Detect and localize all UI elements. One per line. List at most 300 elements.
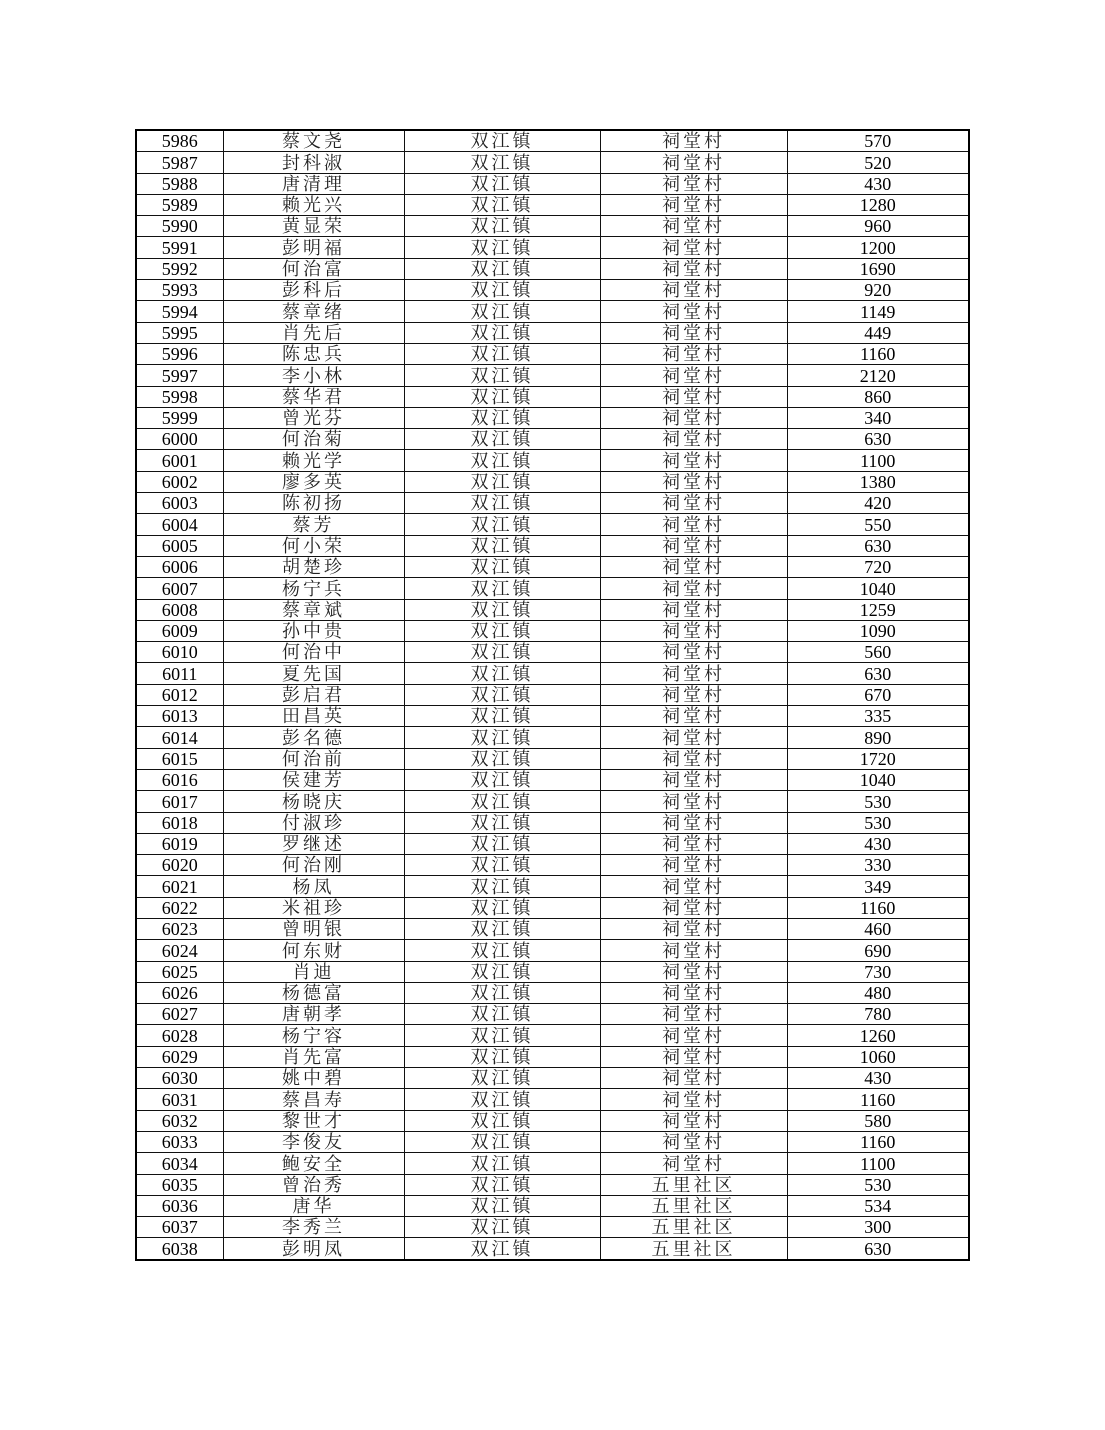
village-cell: 祠堂村 [600,1153,787,1174]
town-cell: 双江镇 [404,1153,600,1174]
name-cell: 蔡华君 [223,386,404,407]
amount-cell: 630 [787,535,969,556]
row-number-cell: 6031 [136,1089,223,1110]
village-cell: 祠堂村 [600,791,787,812]
town-cell: 双江镇 [404,216,600,237]
town-cell: 双江镇 [404,130,600,152]
town-cell: 双江镇 [404,407,600,428]
table-row [136,365,969,386]
row-number-cell: 6034 [136,1153,223,1174]
name-cell: 蔡文尧 [223,130,404,152]
table-row [136,1068,969,1089]
town-cell: 双江镇 [404,1131,600,1152]
village-cell: 祠堂村 [600,833,787,854]
table-row [136,769,969,790]
town-cell: 双江镇 [404,940,600,961]
village-cell: 祠堂村 [600,343,787,364]
village-cell: 祠堂村 [600,876,787,897]
row-number-cell: 5997 [136,365,223,386]
name-cell: 曾光芬 [223,407,404,428]
name-cell: 陈初扬 [223,493,404,514]
town-cell: 双江镇 [404,918,600,939]
row-number-cell: 6017 [136,791,223,812]
table-row [136,535,969,556]
name-cell: 姚中碧 [223,1068,404,1089]
amount-cell: 300 [787,1217,969,1238]
row-number-cell: 5994 [136,301,223,322]
town-cell: 双江镇 [404,450,600,471]
village-cell: 五里社区 [600,1174,787,1195]
town-cell: 双江镇 [404,365,600,386]
amount-cell: 330 [787,855,969,876]
town-cell: 双江镇 [404,1217,600,1238]
village-cell: 祠堂村 [600,918,787,939]
table-row [136,706,969,727]
name-cell: 陈忠兵 [223,343,404,364]
amount-cell: 430 [787,173,969,194]
name-cell: 何治前 [223,748,404,769]
name-cell: 鲍安全 [223,1153,404,1174]
row-number-cell: 6008 [136,599,223,620]
town-cell: 双江镇 [404,280,600,301]
amount-cell: 340 [787,407,969,428]
row-number-cell: 6020 [136,855,223,876]
village-cell: 祠堂村 [600,1131,787,1152]
name-cell: 何东财 [223,940,404,961]
amount-cell: 1040 [787,769,969,790]
village-cell: 五里社区 [600,1195,787,1216]
name-cell: 罗继述 [223,833,404,854]
amount-cell: 430 [787,1068,969,1089]
town-cell: 双江镇 [404,769,600,790]
table-row [136,1217,969,1238]
village-cell: 祠堂村 [600,1110,787,1131]
row-number-cell: 6013 [136,706,223,727]
name-cell: 彭名德 [223,727,404,748]
town-cell: 双江镇 [404,855,600,876]
amount-cell: 1040 [787,578,969,599]
table-row [136,1004,969,1025]
name-cell: 田昌英 [223,706,404,727]
row-number-cell: 5986 [136,130,223,152]
name-cell: 唐清理 [223,173,404,194]
town-cell: 双江镇 [404,429,600,450]
amount-cell: 1090 [787,620,969,641]
town-cell: 双江镇 [404,556,600,577]
name-cell: 曾明银 [223,918,404,939]
village-cell: 祠堂村 [600,1004,787,1025]
amount-cell: 534 [787,1195,969,1216]
row-number-cell: 5991 [136,237,223,258]
amount-cell: 920 [787,280,969,301]
row-number-cell: 5999 [136,407,223,428]
amount-cell: 1060 [787,1046,969,1067]
table-row [136,578,969,599]
name-cell: 李俊友 [223,1131,404,1152]
village-cell: 祠堂村 [600,535,787,556]
table-row [136,663,969,684]
table-row [136,897,969,918]
town-cell: 双江镇 [404,684,600,705]
town-cell: 双江镇 [404,706,600,727]
name-cell: 李秀兰 [223,1217,404,1238]
amount-cell: 2120 [787,365,969,386]
table-row [136,471,969,492]
village-cell: 祠堂村 [600,982,787,1003]
table-row [136,727,969,748]
table-row [136,130,969,152]
amount-cell: 780 [787,1004,969,1025]
row-number-cell: 5987 [136,152,223,173]
table-row [136,961,969,982]
table-row [136,833,969,854]
village-cell: 祠堂村 [600,748,787,769]
name-cell: 杨凤 [223,876,404,897]
name-cell: 杨晓庆 [223,791,404,812]
table-row [136,1110,969,1131]
town-cell: 双江镇 [404,152,600,173]
amount-cell: 530 [787,791,969,812]
name-cell: 赖光学 [223,450,404,471]
village-cell: 祠堂村 [600,620,787,641]
table-row [136,407,969,428]
village-cell: 祠堂村 [600,471,787,492]
name-cell: 杨德富 [223,982,404,1003]
town-cell: 双江镇 [404,493,600,514]
town-cell: 双江镇 [404,471,600,492]
village-cell: 五里社区 [600,1217,787,1238]
town-cell: 双江镇 [404,1238,600,1260]
row-number-cell: 6025 [136,961,223,982]
town-cell: 双江镇 [404,897,600,918]
village-cell: 祠堂村 [600,812,787,833]
town-cell: 双江镇 [404,322,600,343]
town-cell: 双江镇 [404,812,600,833]
table-row [136,280,969,301]
village-cell: 祠堂村 [600,855,787,876]
row-number-cell: 6010 [136,642,223,663]
row-number-cell: 6026 [136,982,223,1003]
row-number-cell: 6023 [136,918,223,939]
table-row [136,1046,969,1067]
town-cell: 双江镇 [404,237,600,258]
row-number-cell: 6027 [136,1004,223,1025]
name-cell: 赖光兴 [223,194,404,215]
village-cell: 祠堂村 [600,1068,787,1089]
row-number-cell: 6022 [136,897,223,918]
amount-cell: 550 [787,514,969,535]
roster-table-body [136,130,969,1260]
row-number-cell: 6011 [136,663,223,684]
table-row [136,1238,969,1260]
village-cell: 祠堂村 [600,386,787,407]
table-row [136,684,969,705]
town-cell: 双江镇 [404,1089,600,1110]
row-number-cell: 6004 [136,514,223,535]
town-cell: 双江镇 [404,620,600,641]
row-number-cell: 6012 [136,684,223,705]
table-row [136,216,969,237]
amount-cell: 630 [787,663,969,684]
row-number-cell: 6014 [136,727,223,748]
village-cell: 祠堂村 [600,237,787,258]
village-cell: 祠堂村 [600,407,787,428]
row-number-cell: 6016 [136,769,223,790]
table-row [136,812,969,833]
row-number-cell: 6009 [136,620,223,641]
village-cell: 祠堂村 [600,1046,787,1067]
name-cell: 黄显荣 [223,216,404,237]
row-number-cell: 6000 [136,429,223,450]
amount-cell: 1100 [787,1153,969,1174]
amount-cell: 460 [787,918,969,939]
name-cell: 彭科后 [223,280,404,301]
table-row [136,429,969,450]
amount-cell: 630 [787,1238,969,1260]
name-cell: 彭明福 [223,237,404,258]
village-cell: 五里社区 [600,1238,787,1260]
town-cell: 双江镇 [404,791,600,812]
table-row [136,514,969,535]
amount-cell: 480 [787,982,969,1003]
village-cell: 祠堂村 [600,450,787,471]
name-cell: 何治富 [223,258,404,279]
village-cell: 祠堂村 [600,556,787,577]
name-cell: 何治刚 [223,855,404,876]
name-cell: 米祖珍 [223,897,404,918]
village-cell: 祠堂村 [600,280,787,301]
town-cell: 双江镇 [404,578,600,599]
village-cell: 祠堂村 [600,961,787,982]
amount-cell: 720 [787,556,969,577]
town-cell: 双江镇 [404,982,600,1003]
town-cell: 双江镇 [404,748,600,769]
row-number-cell: 6019 [136,833,223,854]
amount-cell: 1259 [787,599,969,620]
amount-cell: 1690 [787,258,969,279]
amount-cell: 1280 [787,194,969,215]
name-cell: 孙中贵 [223,620,404,641]
village-cell: 祠堂村 [600,194,787,215]
row-number-cell: 5989 [136,194,223,215]
village-cell: 祠堂村 [600,769,787,790]
table-row [136,940,969,961]
name-cell: 何治中 [223,642,404,663]
name-cell: 胡楚珍 [223,556,404,577]
village-cell: 祠堂村 [600,514,787,535]
name-cell: 付淑珍 [223,812,404,833]
town-cell: 双江镇 [404,833,600,854]
table-row [136,258,969,279]
town-cell: 双江镇 [404,876,600,897]
amount-cell: 960 [787,216,969,237]
name-cell: 肖先富 [223,1046,404,1067]
row-number-cell: 6029 [136,1046,223,1067]
table-row [136,556,969,577]
name-cell: 廖多英 [223,471,404,492]
table-row [136,791,969,812]
row-number-cell: 5990 [136,216,223,237]
row-number-cell: 5995 [136,322,223,343]
row-number-cell: 6028 [136,1025,223,1046]
amount-cell: 1160 [787,343,969,364]
town-cell: 双江镇 [404,727,600,748]
row-number-cell: 6002 [136,471,223,492]
town-cell: 双江镇 [404,961,600,982]
row-number-cell: 6021 [136,876,223,897]
village-cell: 祠堂村 [600,940,787,961]
table-row [136,1153,969,1174]
row-number-cell: 5988 [136,173,223,194]
town-cell: 双江镇 [404,386,600,407]
name-cell: 黎世才 [223,1110,404,1131]
name-cell: 蔡章斌 [223,599,404,620]
town-cell: 双江镇 [404,194,600,215]
town-cell: 双江镇 [404,1004,600,1025]
name-cell: 杨宁兵 [223,578,404,599]
name-cell: 蔡芳 [223,514,404,535]
town-cell: 双江镇 [404,1110,600,1131]
row-number-cell: 6005 [136,535,223,556]
name-cell: 夏先国 [223,663,404,684]
row-number-cell: 6007 [136,578,223,599]
table-row [136,1195,969,1216]
table-row [136,237,969,258]
table-row [136,855,969,876]
amount-cell: 1260 [787,1025,969,1046]
amount-cell: 1200 [787,237,969,258]
name-cell: 彭明凤 [223,1238,404,1260]
village-cell: 祠堂村 [600,173,787,194]
town-cell: 双江镇 [404,514,600,535]
name-cell: 侯建芳 [223,769,404,790]
name-cell: 唐朝孝 [223,1004,404,1025]
name-cell: 彭启君 [223,684,404,705]
amount-cell: 730 [787,961,969,982]
name-cell: 封科淑 [223,152,404,173]
row-number-cell: 6001 [136,450,223,471]
amount-cell: 670 [787,684,969,705]
town-cell: 双江镇 [404,173,600,194]
town-cell: 双江镇 [404,599,600,620]
table-row [136,450,969,471]
table-row [136,1131,969,1152]
village-cell: 祠堂村 [600,301,787,322]
amount-cell: 570 [787,130,969,152]
row-number-cell: 6033 [136,1131,223,1152]
table-row [136,599,969,620]
table-row [136,386,969,407]
town-cell: 双江镇 [404,1046,600,1067]
village-cell: 祠堂村 [600,493,787,514]
village-cell: 祠堂村 [600,152,787,173]
name-cell: 杨宁容 [223,1025,404,1046]
name-cell: 唐华 [223,1195,404,1216]
row-number-cell: 5998 [136,386,223,407]
row-number-cell: 6030 [136,1068,223,1089]
amount-cell: 430 [787,833,969,854]
row-number-cell: 6037 [136,1217,223,1238]
table-row [136,194,969,215]
table-row [136,748,969,769]
village-cell: 祠堂村 [600,706,787,727]
table-row [136,982,969,1003]
roster-table [135,129,970,1261]
village-cell: 祠堂村 [600,663,787,684]
row-number-cell: 6006 [136,556,223,577]
amount-cell: 520 [787,152,969,173]
name-cell: 肖迪 [223,961,404,982]
amount-cell: 690 [787,940,969,961]
village-cell: 祠堂村 [600,1025,787,1046]
row-number-cell: 5992 [136,258,223,279]
village-cell: 祠堂村 [600,684,787,705]
table-row [136,301,969,322]
row-number-cell: 6035 [136,1174,223,1195]
town-cell: 双江镇 [404,343,600,364]
town-cell: 双江镇 [404,258,600,279]
row-number-cell: 6018 [136,812,223,833]
amount-cell: 420 [787,493,969,514]
village-cell: 祠堂村 [600,897,787,918]
amount-cell: 1100 [787,450,969,471]
amount-cell: 349 [787,876,969,897]
row-number-cell: 6024 [136,940,223,961]
village-cell: 祠堂村 [600,727,787,748]
table-row [136,642,969,663]
row-number-cell: 6038 [136,1238,223,1260]
village-cell: 祠堂村 [600,216,787,237]
table-row [136,152,969,173]
table-row [136,918,969,939]
table-row [136,322,969,343]
table-row [136,876,969,897]
table-row [136,1025,969,1046]
amount-cell: 449 [787,322,969,343]
row-number-cell: 6036 [136,1195,223,1216]
amount-cell: 580 [787,1110,969,1131]
amount-cell: 1160 [787,1131,969,1152]
town-cell: 双江镇 [404,1068,600,1089]
amount-cell: 890 [787,727,969,748]
village-cell: 祠堂村 [600,642,787,663]
row-number-cell: 6015 [136,748,223,769]
name-cell: 蔡章绪 [223,301,404,322]
row-number-cell: 5993 [136,280,223,301]
amount-cell: 530 [787,1174,969,1195]
row-number-cell: 6032 [136,1110,223,1131]
village-cell: 祠堂村 [600,429,787,450]
table-row [136,343,969,364]
amount-cell: 1380 [787,471,969,492]
amount-cell: 335 [787,706,969,727]
village-cell: 祠堂村 [600,322,787,343]
village-cell: 祠堂村 [600,365,787,386]
town-cell: 双江镇 [404,535,600,556]
town-cell: 双江镇 [404,642,600,663]
village-cell: 祠堂村 [600,130,787,152]
row-number-cell: 6003 [136,493,223,514]
amount-cell: 530 [787,812,969,833]
village-cell: 祠堂村 [600,258,787,279]
amount-cell: 630 [787,429,969,450]
town-cell: 双江镇 [404,1195,600,1216]
table-row [136,173,969,194]
amount-cell: 860 [787,386,969,407]
amount-cell: 1160 [787,1089,969,1110]
village-cell: 祠堂村 [600,599,787,620]
name-cell: 肖先后 [223,322,404,343]
